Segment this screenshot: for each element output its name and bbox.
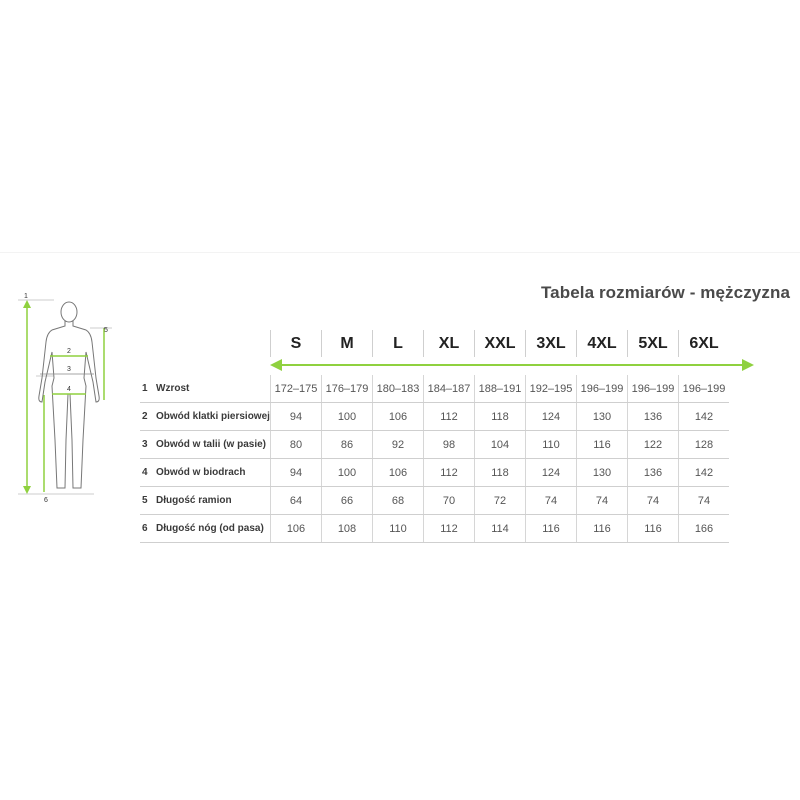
page-title: Tabela rozmiarów - mężczyzna xyxy=(540,283,790,302)
measurement-value: 94 xyxy=(271,403,322,431)
measurement-value: 74 xyxy=(679,487,730,515)
measurement-label xyxy=(140,431,271,459)
figure-label-5: 5 xyxy=(104,327,108,334)
measurement-value: 136 xyxy=(628,459,679,487)
measurement-value: 118 xyxy=(475,459,526,487)
measurement-value: 112 xyxy=(424,459,475,487)
arrow-spacer-row xyxy=(140,357,729,375)
table-corner xyxy=(140,330,271,357)
size-header: XXL xyxy=(475,330,526,357)
measurement-value: 128 xyxy=(679,431,730,459)
measurement-value: 180–183 xyxy=(373,375,424,403)
measurement-name: Obwód w biodrach xyxy=(156,467,246,478)
measurement-value: 110 xyxy=(526,431,577,459)
measurement-value: 116 xyxy=(577,431,628,459)
figure-label-3: 3 xyxy=(67,366,71,373)
measurement-value: 98 xyxy=(424,431,475,459)
figure-label-2: 2 xyxy=(67,348,71,355)
measurement-value: 70 xyxy=(424,487,475,515)
measurement-value: 64 xyxy=(271,487,322,515)
measurement-name: Obwód klatki piersiowej xyxy=(156,411,270,422)
measurement-value: 172–175 xyxy=(271,375,322,403)
table-row xyxy=(140,515,729,543)
measurement-value: 80 xyxy=(271,431,322,459)
measurement-value: 196–199 xyxy=(577,375,628,403)
size-header: XL xyxy=(424,330,475,357)
size-header: 4XL xyxy=(577,330,628,357)
measurement-value: 74 xyxy=(577,487,628,515)
measurement-number: 5 xyxy=(142,495,148,506)
measurement-label xyxy=(140,487,271,515)
size-header: 5XL xyxy=(628,330,679,357)
measurement-value: 196–199 xyxy=(628,375,679,403)
measurement-value: 106 xyxy=(271,515,322,543)
table-row xyxy=(140,375,729,403)
measurement-name: Długość nóg (od pasa) xyxy=(156,523,264,534)
size-header: S xyxy=(271,330,322,357)
measurement-value: 100 xyxy=(322,459,373,487)
measurement-value: 106 xyxy=(373,459,424,487)
measurement-name: Wzrost xyxy=(156,383,190,394)
measurement-number: 3 xyxy=(142,439,148,450)
table-row xyxy=(140,487,729,515)
measurement-value: 92 xyxy=(373,431,424,459)
measurement-number: 2 xyxy=(142,411,148,422)
measurement-value: 130 xyxy=(577,459,628,487)
measurement-value: 136 xyxy=(628,403,679,431)
measurement-value: 166 xyxy=(679,515,730,543)
measurement-value: 116 xyxy=(628,515,679,543)
table-row xyxy=(140,403,729,431)
human-figure-icon xyxy=(14,290,124,505)
measurement-value: 94 xyxy=(271,459,322,487)
measurement-value: 176–179 xyxy=(322,375,373,403)
measurement-value: 118 xyxy=(475,403,526,431)
measurement-label xyxy=(140,403,271,431)
size-header: L xyxy=(373,330,424,357)
measurement-label xyxy=(140,375,271,403)
measurement-value: 124 xyxy=(526,403,577,431)
measurement-label xyxy=(140,459,271,487)
size-header: M xyxy=(322,330,373,357)
figure-label-1: 1 xyxy=(24,293,28,300)
measurement-value: 100 xyxy=(322,403,373,431)
measurement-value: 142 xyxy=(679,459,730,487)
measurement-value: 114 xyxy=(475,515,526,543)
measurement-value: 124 xyxy=(526,459,577,487)
size-header: 3XL xyxy=(526,330,577,357)
measurement-value: 192–195 xyxy=(526,375,577,403)
measurement-value: 112 xyxy=(424,515,475,543)
measurement-value: 188–191 xyxy=(475,375,526,403)
measurement-number: 1 xyxy=(142,383,148,394)
measurement-label xyxy=(140,515,271,543)
measurement-value: 72 xyxy=(475,487,526,515)
measurement-value: 112 xyxy=(424,403,475,431)
measurement-value: 104 xyxy=(475,431,526,459)
measurement-value: 184–187 xyxy=(424,375,475,403)
size-table xyxy=(140,330,729,543)
body-measurement-figure xyxy=(14,290,124,505)
table-row xyxy=(140,431,729,459)
size-header-row xyxy=(140,330,729,357)
measurement-value: 74 xyxy=(526,487,577,515)
measurement-value: 196–199 xyxy=(679,375,730,403)
measurement-value: 110 xyxy=(373,515,424,543)
measurement-value: 74 xyxy=(628,487,679,515)
measurement-number: 4 xyxy=(142,467,148,478)
measurement-name: Obwód w talii (w pasie) xyxy=(156,439,267,450)
size-header: 6XL xyxy=(679,330,730,357)
measurement-value: 86 xyxy=(322,431,373,459)
table-row xyxy=(140,459,729,487)
measurement-value: 142 xyxy=(679,403,730,431)
measurement-value: 130 xyxy=(577,403,628,431)
measurement-value: 106 xyxy=(373,403,424,431)
figure-label-4: 4 xyxy=(67,386,71,393)
measurement-value: 116 xyxy=(577,515,628,543)
measurement-value: 66 xyxy=(322,487,373,515)
measurement-name: Długość ramion xyxy=(156,495,232,506)
measurement-value: 68 xyxy=(373,487,424,515)
measurement-number: 6 xyxy=(142,523,148,534)
figure-label-6: 6 xyxy=(44,497,48,504)
measurement-value: 116 xyxy=(526,515,577,543)
measurement-value: 108 xyxy=(322,515,373,543)
measurement-value: 122 xyxy=(628,431,679,459)
